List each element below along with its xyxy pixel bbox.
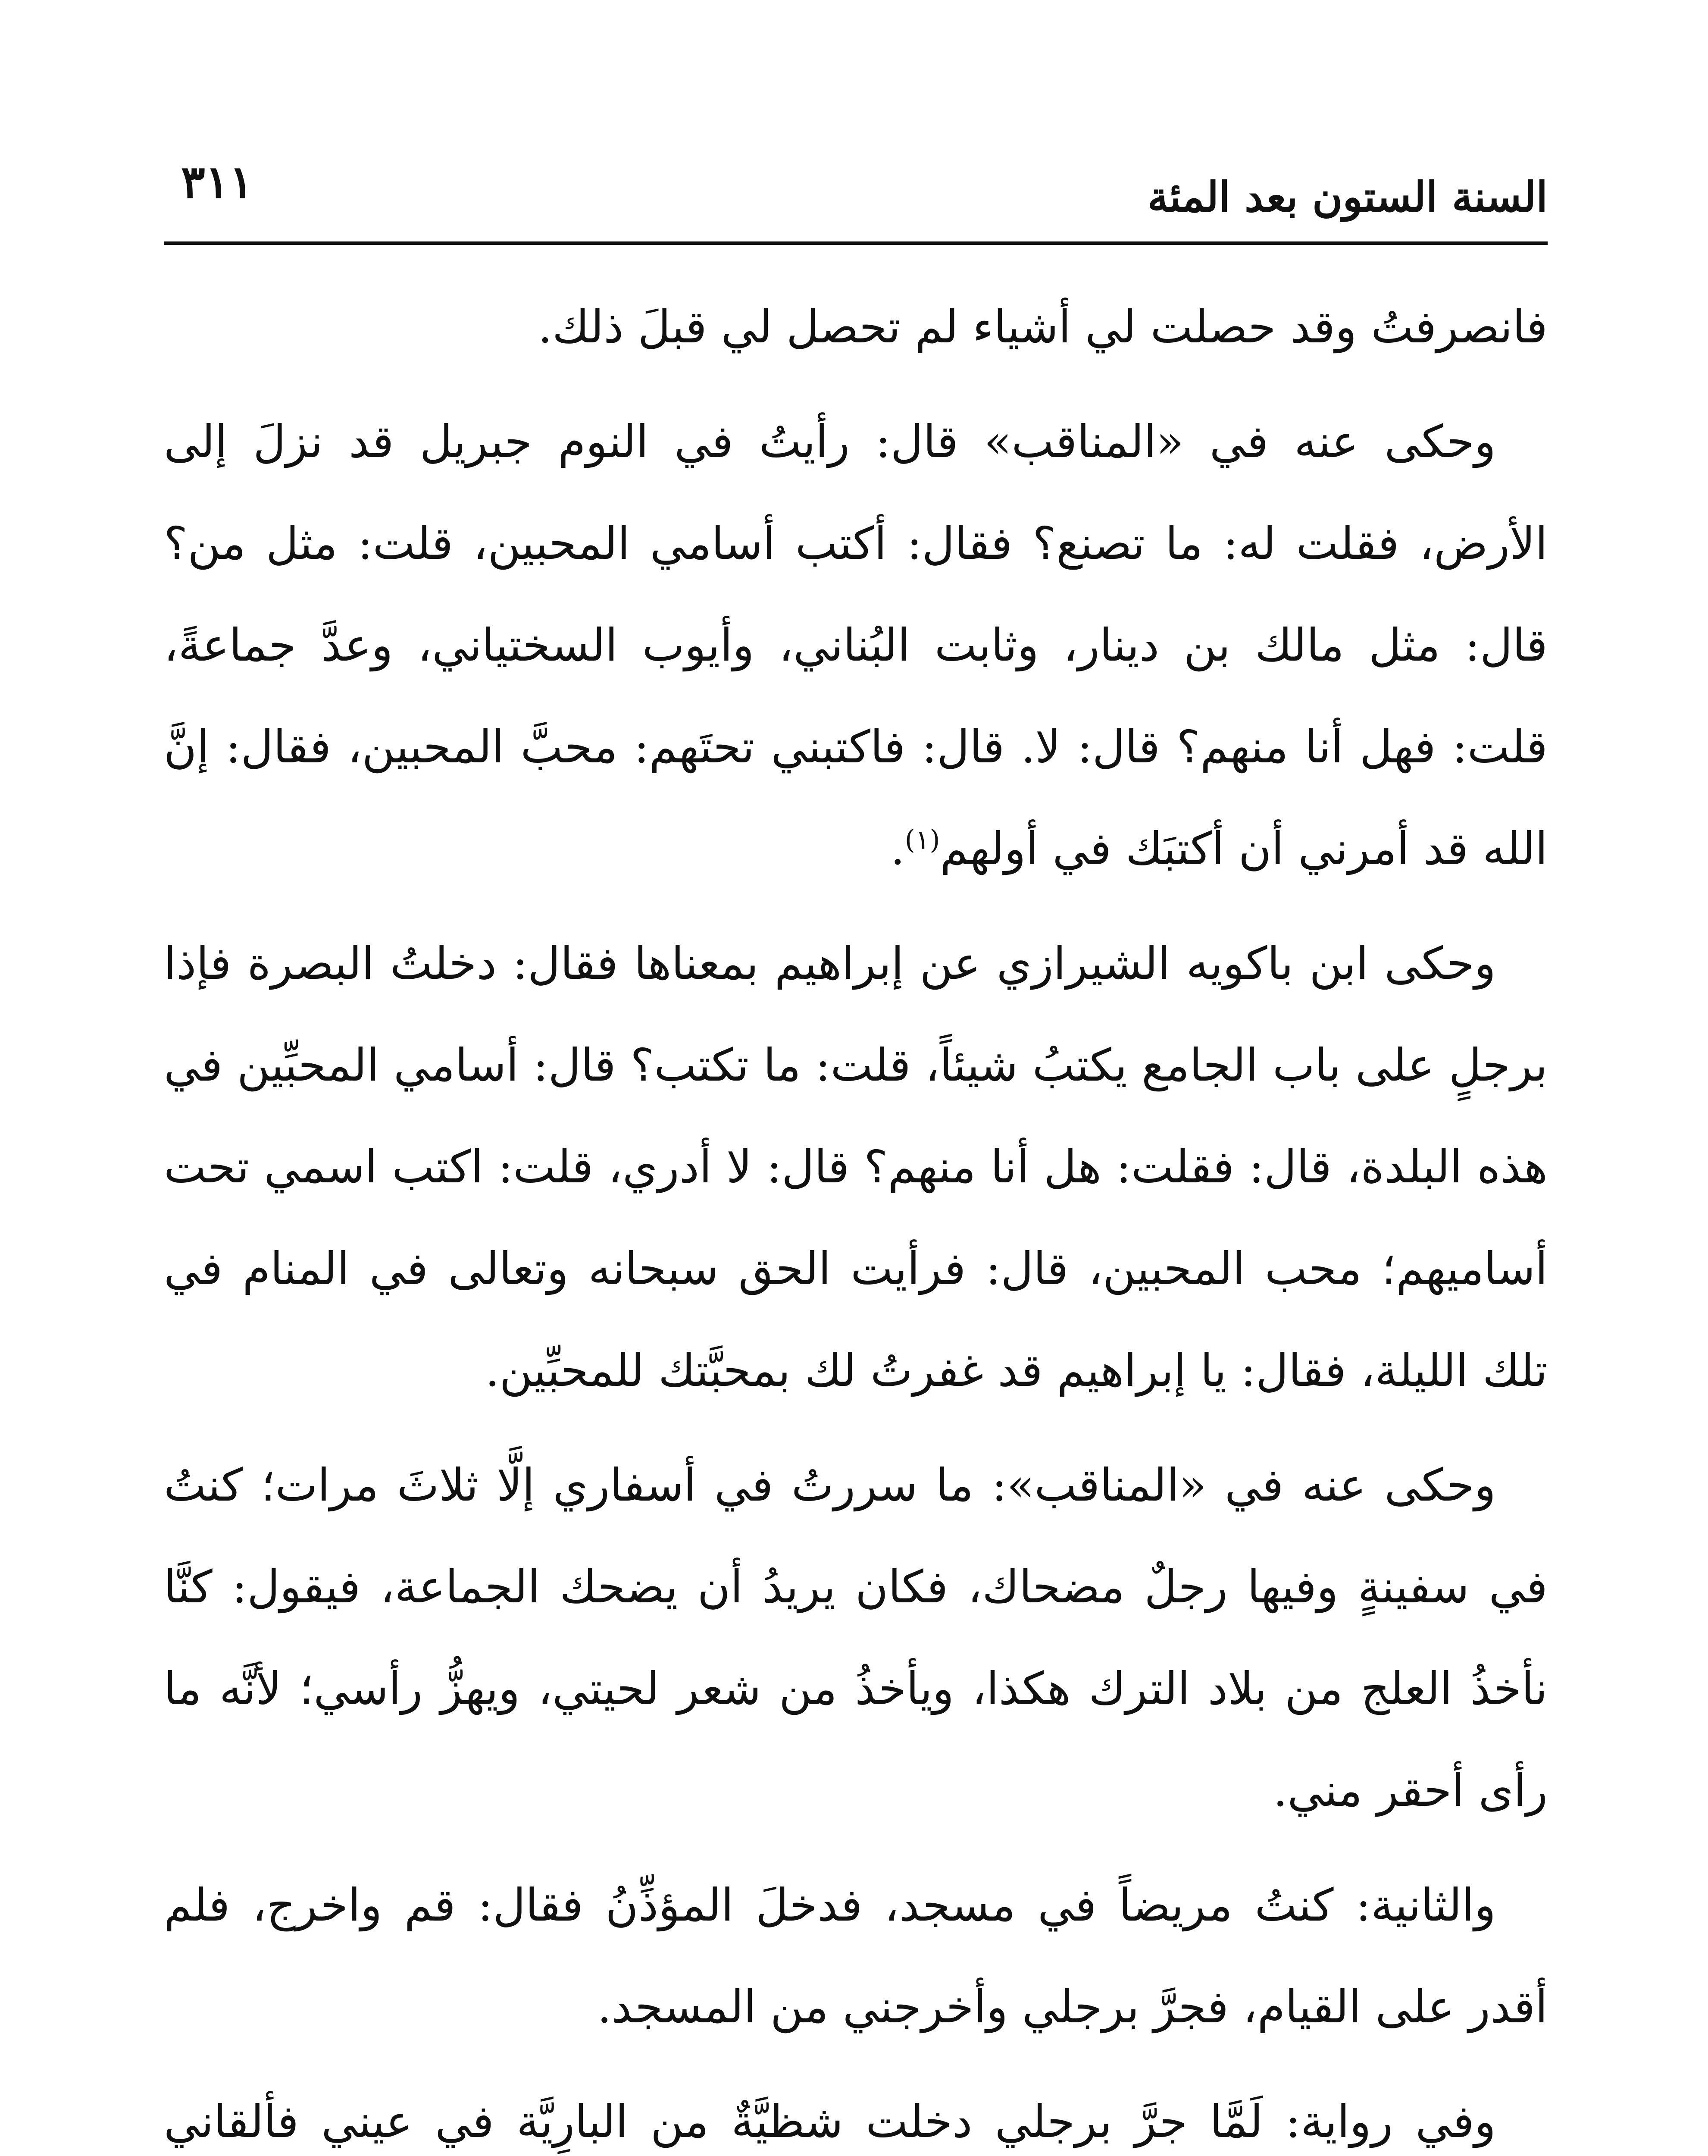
running-header-title: السنة الستون بعد المئة — [1147, 172, 1548, 221]
footnote-ref-1: (١) — [904, 824, 940, 856]
paragraph-5: والثانية: كنتُ مريضاً في مسجد، فدخلَ المؤذِّنُ فقال: قم واخرج، فلم أقدر على القيام، فجرَّ برجلي وأخرجني من المسجد. — [164, 1879, 1548, 2033]
paragraph-6: وفي رواية: لَمَّا جرَّ برجلي دخلت شظيَّةٌ من البارِيَّة في عيني فألقاني — [164, 2095, 1496, 2148]
book-page — [164, 0, 1548, 2156]
body-text — [164, 276, 1548, 2156]
paragraph-3: وحكى ابن باكويه الشيرازي عن إبراهيم بمعناها فقال: دخلتُ البصرة فإذا برجلٍ على باب الجامع يكتبُ شيئاً، قلت: ما تكتب؟ قال: أسامي المحبِّين في هذه البلدة، قال: فقلت: هل أنا منهم؟ قال: لا أدري، قلت: اكتب اسمي تحت أساميهم؛ محب المحبين، قال: فرأيت الحق سبحانه وتعالى في المنام في تلك الليلة، فقال: يا إبراهيم قد غفرتُ لك بمحبَّتك للمحبِّين. — [164, 937, 1548, 1397]
running-header — [164, 147, 1548, 233]
paragraph-2: وحكى عنه في «المناقب» قال: رأيتُ في النوم جبريل قد نزلَ إلى الأرض، فقلت له: ما تصنع؟ فقال: أكتب أسامي المحبين، قلت: مثل من؟ قال: مثل مالك بن دينار، وثابت البُناني، وأيوب السختياني، وعدَّ جماعةً، قلت: فهل أنا منهم؟ قال: لا. قال: فاكتبني تحتَهم: محبَّ المحبين، فقال: إنَّ الله قد أمرني أن أكتبَك في أولهم$^{(١)}$. — [164, 415, 1548, 875]
page-number: ٣١١ — [181, 155, 253, 208]
paragraph-4: وحكى عنه في «المناقب»: ما سررتُ في أسفاري إلَّا ثلاثَ مرات؛ كنتُ في سفينةٍ وفيها رجلٌ مضحاك، فكان يريدُ أن يضحك الجماعة، فيقول: كنَّا نأخذُ العلج من بلاد الترك هكذا، ويأخذُ من شعر لحيتي، ويهزُّ رأسي؛ لأنَّه ما رأى أحقر مني. — [164, 1459, 1548, 1817]
header-rule — [164, 241, 1548, 245]
paragraph-1: فانصرفتُ وقد حصلت لي أشياء لم تحصل لي قبلَ ذلك. — [538, 301, 1548, 353]
